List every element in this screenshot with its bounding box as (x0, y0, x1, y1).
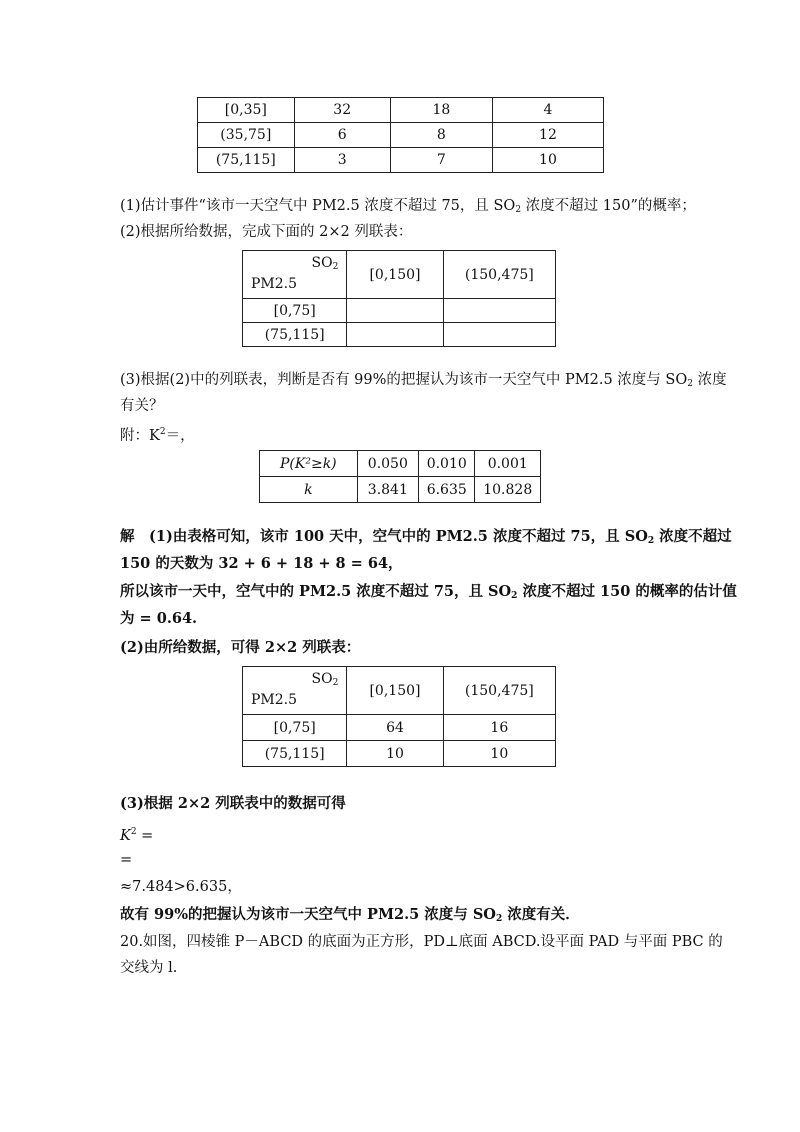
corner-bottom: PM2.5 (251, 692, 298, 708)
table-row (243, 299, 556, 323)
column-header: [0,150] (347, 251, 443, 299)
solution-3-approx: ≈7.484>6.635， (120, 879, 242, 895)
critical-value-table (259, 450, 541, 503)
data-table-top (197, 97, 604, 173)
subscript: 2 (511, 591, 518, 601)
superscript: 2 (159, 427, 166, 437)
solution-1-line3 (120, 582, 737, 606)
solution-text: 所以该市一天中，空气中的 PM2.5 浓度不超过 75，且 SO (120, 583, 512, 600)
table-cell: 0.001 (475, 451, 541, 477)
question-1 (120, 196, 696, 220)
table-cell: 8 (390, 123, 492, 148)
table-cell: 6.635 (419, 477, 475, 503)
solution-1-line4: 为 = 0.64. (120, 610, 198, 627)
table-corner-cell (243, 667, 347, 715)
row-header: (75,115] (243, 323, 347, 347)
table-cell[interactable] (443, 299, 555, 323)
table-cell: 6 (294, 123, 390, 148)
subscript: 2 (647, 536, 655, 546)
table-cell: 12 (492, 123, 603, 148)
table-row (198, 98, 604, 123)
solution-3-k (120, 822, 153, 846)
question-20-line1: 20.如图，四棱锥 P－ABCD 的底面为正方形，PD⊥底面 ABCD.设平面 PAD 与平面 PBC 的 (120, 934, 723, 950)
question-1-text-end: 浓度不超过 150”的概率； (521, 198, 696, 214)
appendix-text-end: ＝， (165, 428, 195, 444)
table-row (243, 251, 556, 299)
table-cell: 16 (443, 715, 555, 741)
row-header: [0,75] (243, 715, 347, 741)
table-cell: 4 (492, 98, 603, 123)
table-cell[interactable] (443, 323, 555, 347)
table-row (243, 741, 556, 767)
appendix-text: 附：K (120, 428, 160, 444)
solution-text: 解 (1)由表格可知，该市 100 天中，空气中的 PM2.5 浓度不超过 75，且 SO (120, 528, 648, 545)
table-cell: [0,35] (198, 98, 295, 123)
table-row (243, 715, 556, 741)
subscript: 2 (495, 914, 503, 924)
question-3 (120, 370, 727, 394)
table-row (260, 451, 541, 477)
solution-3: (3)根据 2×2 列联表中的数据可得 (120, 795, 346, 812)
table-cell: (35,75] (198, 123, 295, 148)
solution-1-line1 (120, 527, 732, 551)
table-cell: 0.050 (357, 451, 418, 477)
conclusion-text: 故有 99%的把握认为该市一天空气中 PM2.5 浓度与 SO (120, 906, 496, 923)
table-cell[interactable] (347, 299, 443, 323)
contingency-table-filled (242, 666, 556, 767)
column-header: (150,475] (443, 251, 555, 299)
question-3-text-end: 浓度 (692, 372, 727, 388)
column-header: (150,475] (443, 667, 555, 715)
table-cell: 10 (492, 148, 603, 173)
contingency-table-empty (242, 250, 556, 347)
solution-text-end: 浓度不超过 (654, 528, 732, 545)
table-cell: 10 (347, 741, 443, 767)
table-cell: 3 (294, 148, 390, 173)
row-header: k (260, 477, 358, 503)
row-header: [0,75] (243, 299, 347, 323)
table-corner-cell (243, 251, 347, 299)
question-2: (2)根据所给数据，完成下面的 2×2 列联表： (120, 224, 413, 240)
appendix (120, 422, 195, 446)
corner-top: $SO_2$ (311, 255, 339, 272)
table-cell[interactable] (347, 323, 443, 347)
corner-top: $SO_2$ (311, 671, 339, 688)
conclusion-text-end: 浓度有关． (502, 906, 580, 923)
table-row (243, 667, 556, 715)
row-header: P(K²≥k) (260, 451, 358, 477)
table-cell: 7 (390, 148, 492, 173)
equals: = (136, 828, 154, 844)
solution-3-eq: = (120, 852, 133, 868)
row-header: (75,115] (243, 741, 347, 767)
question-3-text: (3)根据(2)中的列联表，判断是否有 99%的把握认为该市一天空气中 PM2.5 浓度与 SO (120, 372, 688, 388)
solution-2: (2)由所给数据，可得 2×2 列联表： (120, 639, 361, 656)
k-symbol: K (120, 828, 131, 844)
table-row (198, 148, 604, 173)
column-header: [0,150] (347, 667, 443, 715)
table-row (260, 477, 541, 503)
subscript: 2 (515, 205, 522, 215)
question-3-line2: 有关？ (120, 398, 164, 414)
solution-3-conclusion (120, 905, 580, 929)
table-row (243, 323, 556, 347)
solution-1-line2: 150 的天数为 32 + 6 + 18 + 8 = 64， (120, 555, 403, 572)
corner-bottom: PM2.5 (251, 276, 298, 292)
table-cell: 10 (443, 741, 555, 767)
table-cell: 10.828 (475, 477, 541, 503)
table-cell: 64 (347, 715, 443, 741)
table-cell: 32 (294, 98, 390, 123)
table-cell: 0.010 (419, 451, 475, 477)
question-20-line2: 交线为 l. (120, 960, 178, 976)
solution-text-end: 浓度不超过 150 的概率的估计值 (517, 583, 737, 600)
table-cell: 3.841 (357, 477, 418, 503)
table-cell: (75,115] (198, 148, 295, 173)
question-1-text: (1)估计事件“该市一天空气中 PM2.5 浓度不超过 75，且 SO (120, 198, 516, 214)
table-cell: 18 (390, 98, 492, 123)
superscript: 2 (130, 827, 137, 837)
subscript: 2 (687, 379, 693, 389)
table-row (198, 123, 604, 148)
